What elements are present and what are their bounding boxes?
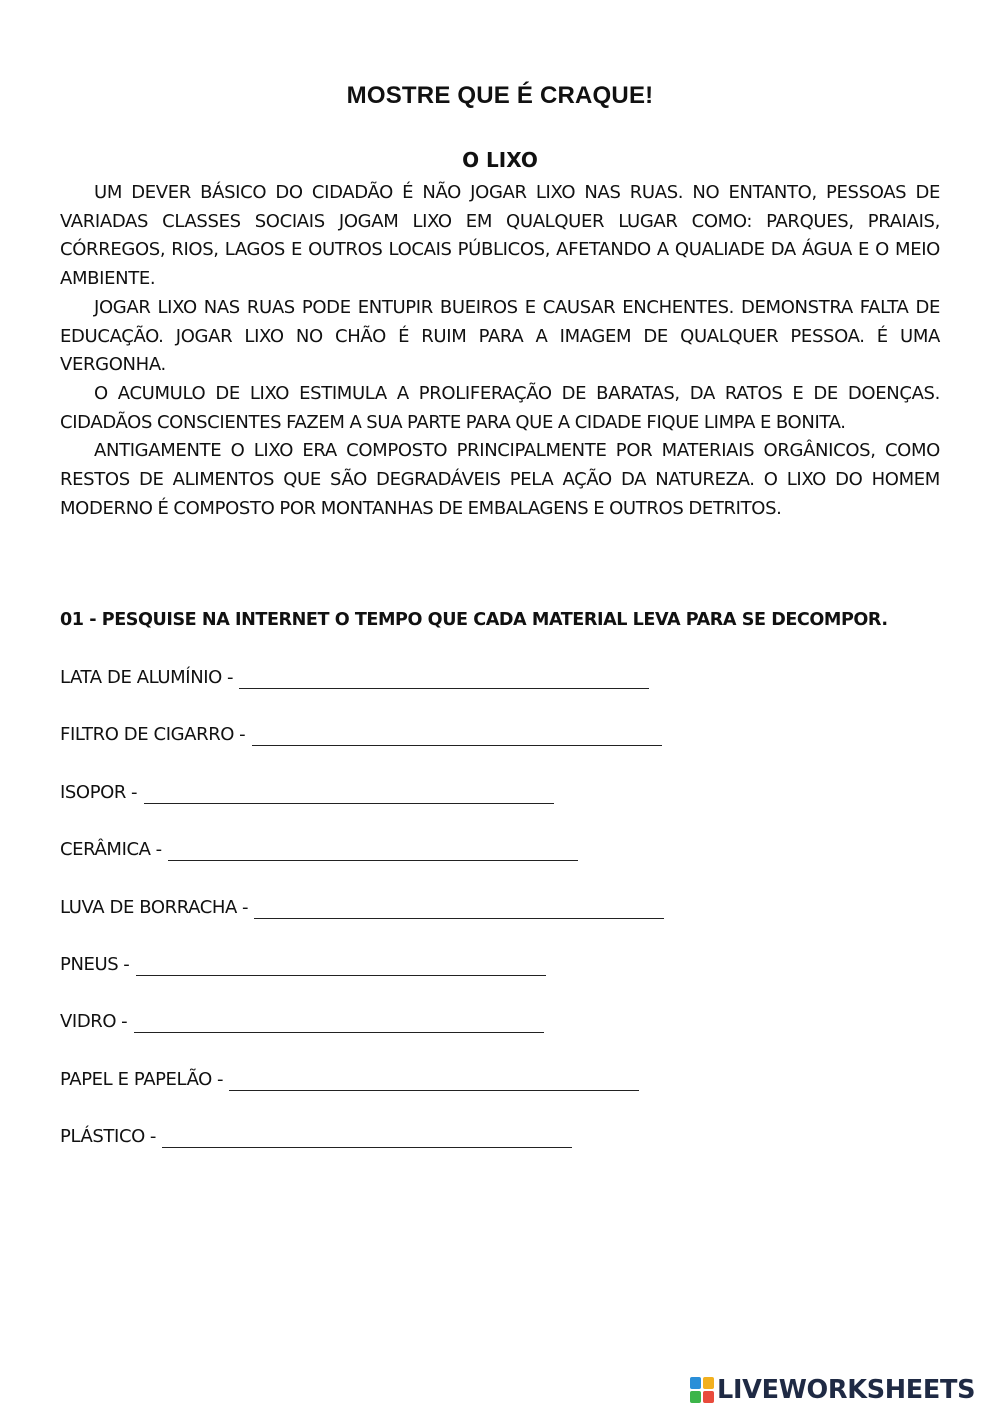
article-paragraph: JOGAR LIXO NAS RUAS PODE ENTUPIR BUEIROS E CAUSAR ENCHENTES. DEMONSTRA FALTA DE EDUCAÇÃO. JOGAR LIXO NO CHÃO É RUIM PARA A IMAGEM DE QUALQUER PESSOA. É UMA VERGONHA. — [60, 296, 940, 376]
answer-row-filtro-de-cigarro — [60, 724, 960, 781]
answer-separator: - — [123, 953, 130, 975]
answer-label: ISOPOR — [60, 781, 127, 803]
article-paragraph: ANTIGAMENTE O LIXO ERA COMPOSTO PRINCIPALMENTE POR MATERIAIS ORGÂNICOS, COMO RESTOS DE ALIMENTOS QUE SÃO DEGRADÁVEIS PELA AÇÃO DA NATUREZA. O LIXO DO HOMEM MODERNO É COMPOSTO POR MONTANHAS DE EMBALAGENS E OUTROS DETRITOS. — [60, 440, 940, 519]
answer-row-papel-e-papelao — [60, 1069, 960, 1126]
answer-label: VIDRO — [60, 1011, 117, 1033]
answer-list — [60, 667, 960, 1184]
answer-blank[interactable] — [229, 1069, 639, 1091]
answer-separator: - — [131, 781, 138, 803]
answer-separator: - — [216, 1068, 224, 1090]
answer-blank[interactable] — [239, 667, 649, 689]
answer-row-lata-de-aluminio — [60, 667, 960, 724]
answer-row-plastico — [60, 1126, 960, 1183]
article-paragraph: O ACUMULO DE LIXO ESTIMULA A PROLIFERAÇÃO DE BARATAS, DA RATOS E DE DOENÇAS. CIDADÃOS CONSCIENTES FAZEM A SUA PARTE PARA QUE A CIDADE FIQUE LIMPA E BONITA. — [60, 382, 940, 433]
answer-separator: - — [241, 896, 249, 918]
question-heading: 01 - PESQUISE NA INTERNET O TEMPO QUE CADA MATERIAL LEVA PARA SE DECOMPOR. — [60, 610, 888, 630]
brand-name: LIVEWORKSHEETS — [717, 1375, 976, 1405]
article-paragraph: UM DEVER BÁSICO DO CIDADÃO É NÃO JOGAR LIXO NAS RUAS. NO ENTANTO, PESSOAS DE VARIADAS CLASSES SOCIAIS JOGAM LIXO EM QUALQUER LUGAR COMO: PARQUES, PRAIAIS, CÓRREGOS, RIOS, LAGOS E OUTROS LOCAIS PÚBLICOS, AFETANDO A QUALIADE DA ÁGUA E O MEIO AMBIENTE. — [60, 182, 940, 290]
answer-separator: - — [121, 1011, 128, 1033]
answer-blank[interactable] — [252, 724, 662, 746]
answer-label: LUVA DE BORRACHA — [60, 896, 237, 918]
answer-blank[interactable] — [162, 1126, 572, 1148]
answer-row-isopor — [60, 782, 960, 839]
article-title: O LIXO — [462, 148, 538, 172]
logo-square — [690, 1391, 701, 1403]
answer-blank[interactable] — [144, 782, 554, 804]
answer-separator: - — [149, 1126, 157, 1148]
answer-separator: - — [226, 667, 234, 688]
answer-blank[interactable] — [254, 897, 664, 919]
answer-row-pneus — [60, 954, 960, 1011]
answer-separator: - — [155, 839, 163, 861]
answer-row-vidro — [60, 1011, 960, 1068]
brand-watermark — [690, 1374, 975, 1406]
answer-blank[interactable] — [134, 1011, 544, 1033]
answer-label: CERÂMICA — [60, 839, 151, 861]
page-title: MOSTRE QUE É CRAQUE! — [346, 82, 654, 109]
answer-blank[interactable] — [136, 954, 546, 976]
answer-separator: - — [239, 724, 246, 746]
answer-label: FILTRO DE CIGARRO — [60, 724, 235, 746]
answer-label: PAPEL E PAPELÃO — [60, 1068, 212, 1090]
answer-label: PLÁSTICO — [60, 1126, 145, 1148]
logo-square — [690, 1377, 701, 1389]
article-text — [60, 179, 940, 523]
answer-row-ceramica — [60, 839, 960, 896]
logo-square — [703, 1391, 714, 1403]
liveworksheets-logo-icon — [690, 1377, 714, 1403]
answer-label: LATA DE ALUMÍNIO — [60, 667, 222, 688]
logo-square — [703, 1377, 714, 1389]
answer-blank[interactable] — [168, 839, 578, 861]
answer-label: PNEUS — [60, 953, 119, 975]
answer-row-luva-de-borracha — [60, 897, 960, 954]
